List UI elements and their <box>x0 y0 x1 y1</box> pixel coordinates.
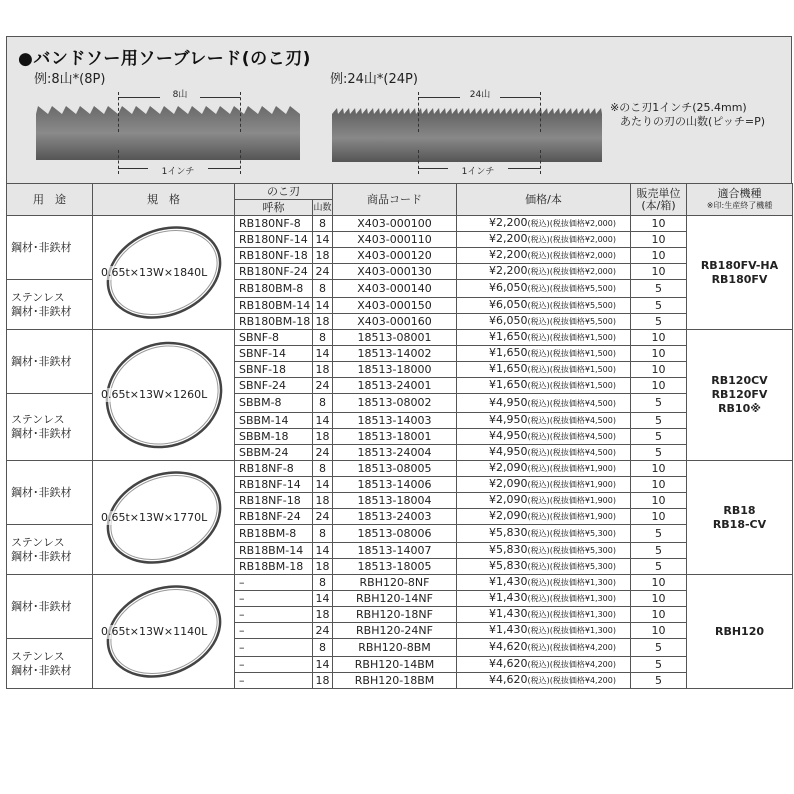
table-row <box>7 330 793 346</box>
product-code-cell: 18513-24001 <box>333 378 457 394</box>
price-tax-note: (税込)(税抜価格¥4,500) <box>527 432 616 441</box>
blade-name-cell: RB18NF-14 <box>235 477 313 493</box>
model-line1: RB180FV-HA <box>700 258 779 272</box>
blade-name-cell: SBBM-18 <box>235 429 313 445</box>
compatible-model-cell <box>687 330 793 461</box>
price-value: ¥2,200 <box>489 248 528 261</box>
blade-name-cell: RB18BM-14 <box>235 543 313 559</box>
product-code-cell: 18513-08005 <box>333 461 457 477</box>
product-code-cell: X403-000130 <box>333 264 457 280</box>
blade-name-cell: – <box>235 623 313 639</box>
price-value: ¥4,950 <box>489 429 528 442</box>
blade-teeth-cell: 8 <box>313 280 333 298</box>
dim-8p-tick-br <box>240 150 241 174</box>
col-model-note: ※印:生産終了機種 <box>706 200 773 210</box>
blade-name-cell: – <box>235 639 313 657</box>
blade-teeth-cell: 14 <box>313 591 333 607</box>
product-code-cell: 18513-08002 <box>333 394 457 413</box>
use-line1: 鋼材･非鉄材 <box>11 599 72 613</box>
compatible-model-cell <box>687 575 793 689</box>
price-value: ¥1,430 <box>489 623 528 636</box>
price-value: ¥2,200 <box>489 216 528 229</box>
price-value: ¥5,830 <box>489 526 528 539</box>
blade-teeth-cell: 8 <box>313 394 333 413</box>
spec-cell <box>93 216 235 330</box>
sales-unit-cell: 10 <box>631 248 687 264</box>
price-tax-note: (税込)(税抜価格¥2,000) <box>527 251 616 260</box>
spec-label: 0.65t×13W×1840L <box>101 265 208 279</box>
blade-teeth-cell: 14 <box>313 232 333 248</box>
price-tax-note: (税込)(税抜価格¥1,900) <box>527 496 616 505</box>
price-tax-note: (税込)(税抜価格¥2,000) <box>527 219 616 228</box>
blade-name-cell: RB18BM-8 <box>235 525 313 543</box>
price-cell <box>457 264 631 280</box>
sales-unit-cell: 10 <box>631 575 687 591</box>
price-cell <box>457 623 631 639</box>
blade-name-cell: – <box>235 607 313 623</box>
price-tax-note: (税込)(税抜価格¥5,500) <box>527 284 616 293</box>
blade-name-cell: SBNF-14 <box>235 346 313 362</box>
blade-name-cell: RB18NF-8 <box>235 461 313 477</box>
dim-24p-tick-right <box>540 92 541 132</box>
dim-24p-tick-br <box>540 150 541 174</box>
spec-cell <box>93 330 235 461</box>
sales-unit-cell: 10 <box>631 346 687 362</box>
blade-teeth-cell: 18 <box>313 673 333 689</box>
blade-name-cell: RB180BM-14 <box>235 298 313 314</box>
product-code-cell: 18513-14002 <box>333 346 457 362</box>
price-value: ¥1,430 <box>489 575 528 588</box>
blade-name-cell: RB180NF-24 <box>235 264 313 280</box>
use-cell <box>7 394 93 461</box>
use-cell <box>7 461 93 525</box>
price-value: ¥2,090 <box>489 493 528 506</box>
price-value: ¥4,620 <box>489 640 528 653</box>
example-8p-label: 例:8山*(8P) <box>34 72 106 87</box>
product-code-cell: X403-000140 <box>333 280 457 298</box>
example-24p-label: 例:24山*(24P) <box>330 72 418 87</box>
price-cell <box>457 378 631 394</box>
product-code-cell: 18513-18001 <box>333 429 457 445</box>
product-code-cell: RBH120-18NF <box>333 607 457 623</box>
price-cell <box>457 445 631 461</box>
use-line1: ステンレス <box>11 535 65 549</box>
model-line2: RB180FV <box>711 272 768 286</box>
blade-teeth-cell: 18 <box>313 607 333 623</box>
use-cell <box>7 330 93 394</box>
price-cell <box>457 607 631 623</box>
price-value: ¥4,950 <box>489 445 528 458</box>
use-line2: 鋼材･非鉄材 <box>11 549 72 563</box>
price-value: ¥4,620 <box>489 673 528 686</box>
price-tax-note: (税込)(税抜価格¥1,300) <box>527 594 616 603</box>
price-value: ¥5,830 <box>489 559 528 572</box>
product-code-cell: 18513-18004 <box>333 493 457 509</box>
price-tax-note: (税込)(税抜価格¥4,200) <box>527 643 616 652</box>
blade-name-cell: SBNF-8 <box>235 330 313 346</box>
price-tax-note: (税込)(税抜価格¥1,300) <box>527 578 616 587</box>
price-cell <box>457 429 631 445</box>
price-value: ¥6,050 <box>489 314 528 327</box>
price-tax-note: (税込)(税抜価格¥4,500) <box>527 448 616 457</box>
blade-teeth-cell: 8 <box>313 575 333 591</box>
product-code-cell: RBH120-8BM <box>333 639 457 657</box>
col-blade-name: 呼称 <box>235 200 313 216</box>
blade-8p-image <box>36 94 300 162</box>
product-code-cell: X403-000100 <box>333 216 457 232</box>
use-line1: ステンレス <box>11 290 65 304</box>
model-line2: RB18-CV <box>712 517 767 531</box>
spec-cell <box>93 575 235 689</box>
col-price: 価格/本 <box>457 184 631 216</box>
sales-unit-cell: 10 <box>631 216 687 232</box>
dim-24p-tick-bl <box>418 150 419 174</box>
sales-unit-cell: 5 <box>631 559 687 575</box>
blade-teeth-cell: 14 <box>313 298 333 314</box>
page-title: ●バンドソー用ソーブレード(のこ刃) <box>18 49 311 69</box>
model-line1: RB120CV <box>711 374 768 387</box>
use-line1: ステンレス <box>11 649 65 663</box>
price-value: ¥2,090 <box>489 509 528 522</box>
price-cell <box>457 216 631 232</box>
price-cell <box>457 493 631 509</box>
blade-24p-image <box>332 96 602 162</box>
blade-teeth-cell: 18 <box>313 362 333 378</box>
product-code-cell: RBH120-18BM <box>333 673 457 689</box>
price-cell <box>457 346 631 362</box>
blade-name-cell: RB180BM-8 <box>235 280 313 298</box>
price-tax-note: (税込)(税抜価格¥1,900) <box>527 512 616 521</box>
price-tax-note: (税込)(税抜価格¥1,300) <box>527 610 616 619</box>
blade-teeth-cell: 24 <box>313 264 333 280</box>
price-tax-note: (税込)(税抜価格¥5,500) <box>527 301 616 310</box>
product-code-cell: 18513-14006 <box>333 477 457 493</box>
sales-unit-cell: 5 <box>631 314 687 330</box>
model-line1: RB18 <box>723 503 756 517</box>
blade-teeth-cell: 14 <box>313 657 333 673</box>
price-tax-note: (税込)(税抜価格¥4,500) <box>527 416 616 425</box>
blade-teeth-cell: 14 <box>313 413 333 429</box>
table-row <box>7 461 793 477</box>
blade-teeth-cell: 24 <box>313 445 333 461</box>
blade-name-cell: – <box>235 673 313 689</box>
blade-name-cell: – <box>235 657 313 673</box>
use-line1: 鋼材･非鉄材 <box>11 485 72 499</box>
product-code-cell: X403-000150 <box>333 298 457 314</box>
price-tax-note: (税込)(税抜価格¥1,500) <box>527 381 616 390</box>
col-blade: のこ刃 <box>235 184 333 200</box>
use-cell <box>7 280 93 330</box>
price-tax-note: (税込)(税抜価格¥1,900) <box>527 480 616 489</box>
price-cell <box>457 330 631 346</box>
spec-label: 0.65t×13W×1140L <box>101 624 208 638</box>
blade-name-cell: RB180NF-14 <box>235 232 313 248</box>
price-value: ¥2,200 <box>489 264 528 277</box>
price-value: ¥2,090 <box>489 477 528 490</box>
price-cell <box>457 591 631 607</box>
sales-unit-cell: 10 <box>631 362 687 378</box>
blade-name-cell: RB18BM-18 <box>235 559 313 575</box>
price-value: ¥2,090 <box>489 461 528 474</box>
spec-label: 0.65t×13W×1770L <box>101 510 208 524</box>
price-value: ¥5,830 <box>489 543 528 556</box>
product-code-cell: X403-000110 <box>333 232 457 248</box>
dim-8p-top-label: 8山 <box>160 87 200 100</box>
blade-name-cell: SBBM-14 <box>235 413 313 429</box>
product-code-cell: 18513-14007 <box>333 543 457 559</box>
product-code-cell: 18513-18005 <box>333 559 457 575</box>
price-cell <box>457 559 631 575</box>
product-code-cell: 18513-14003 <box>333 413 457 429</box>
price-cell <box>457 461 631 477</box>
price-value: ¥1,650 <box>489 362 528 375</box>
product-code-cell: X403-000160 <box>333 314 457 330</box>
blade-name-cell: – <box>235 575 313 591</box>
price-cell <box>457 575 631 591</box>
product-code-cell: X403-000120 <box>333 248 457 264</box>
price-value: ¥1,650 <box>489 378 528 391</box>
col-unit: 販売単位(本/箱) <box>631 184 687 216</box>
sales-unit-cell: 5 <box>631 280 687 298</box>
blade-teeth-cell: 24 <box>313 378 333 394</box>
price-tax-note: (税込)(税抜価格¥1,500) <box>527 365 616 374</box>
spec-cell <box>93 461 235 575</box>
price-cell <box>457 280 631 298</box>
sales-unit-cell: 10 <box>631 591 687 607</box>
sales-unit-cell: 5 <box>631 394 687 413</box>
blade-teeth-cell: 18 <box>313 493 333 509</box>
col-model-label: 適合機種 <box>717 186 762 200</box>
blade-teeth-cell: 18 <box>313 559 333 575</box>
price-cell <box>457 298 631 314</box>
price-cell <box>457 477 631 493</box>
sales-unit-cell: 10 <box>631 232 687 248</box>
price-value: ¥4,950 <box>489 395 528 409</box>
blade-name-cell: SBBM-24 <box>235 445 313 461</box>
col-code: 商品コード <box>333 184 457 216</box>
price-tax-note: (税込)(税抜価格¥2,000) <box>527 267 616 276</box>
col-model <box>687 184 793 216</box>
price-cell <box>457 394 631 413</box>
model-line1: RBH120 <box>714 624 765 638</box>
price-value: ¥1,430 <box>489 591 528 604</box>
sales-unit-cell: 10 <box>631 330 687 346</box>
blade-teeth-cell: 18 <box>313 248 333 264</box>
product-code-cell: 18513-08001 <box>333 330 457 346</box>
dim-24p-top-label: 24山 <box>460 87 500 100</box>
table-row <box>7 216 793 232</box>
sales-unit-cell: 5 <box>631 639 687 657</box>
table-row <box>7 575 793 591</box>
price-tax-note: (税込)(税抜価格¥4,200) <box>527 676 616 685</box>
price-cell <box>457 525 631 543</box>
price-tax-note: (税込)(税抜価格¥2,000) <box>527 235 616 244</box>
product-code-cell: 18513-24003 <box>333 509 457 525</box>
product-code-cell: RBH120-8NF <box>333 575 457 591</box>
price-cell <box>457 509 631 525</box>
price-tax-note: (税込)(税抜価格¥5,300) <box>527 529 616 538</box>
blade-teeth-cell: 14 <box>313 477 333 493</box>
col-use: 用 途 <box>7 184 93 216</box>
use-line1: 鋼材･非鉄材 <box>11 240 72 254</box>
blade-name-cell: SBBM-8 <box>235 394 313 413</box>
use-cell <box>7 525 93 575</box>
product-code-cell: 18513-08006 <box>333 525 457 543</box>
price-value: ¥6,050 <box>489 298 528 311</box>
blade-teeth-cell: 14 <box>313 346 333 362</box>
dim-24p-bottom-label: 1インチ <box>448 164 508 177</box>
use-line2: 鋼材･非鉄材 <box>11 304 72 318</box>
blade-name-cell: RB18NF-18 <box>235 493 313 509</box>
price-value: ¥4,950 <box>489 413 528 426</box>
product-code-cell: 18513-24004 <box>333 445 457 461</box>
sales-unit-cell: 5 <box>631 445 687 461</box>
blade-teeth-cell: 8 <box>313 461 333 477</box>
col-spec: 規 格 <box>93 184 235 216</box>
price-value: ¥1,650 <box>489 346 528 359</box>
spec-label: 0.65t×13W×1260L <box>101 388 208 401</box>
sales-unit-cell: 10 <box>631 461 687 477</box>
sales-unit-cell: 5 <box>631 543 687 559</box>
sales-unit-cell: 10 <box>631 623 687 639</box>
blade-teeth-cell: 14 <box>313 543 333 559</box>
product-code-cell: RBH120-14BM <box>333 657 457 673</box>
price-value: ¥2,200 <box>489 232 528 245</box>
blade-name-cell: – <box>235 591 313 607</box>
price-tax-note: (税込)(税抜価格¥4,500) <box>527 398 616 408</box>
price-tax-note: (税込)(税抜価格¥5,300) <box>527 562 616 571</box>
blade-name-cell: RB180NF-18 <box>235 248 313 264</box>
price-value: ¥1,430 <box>489 607 528 620</box>
product-code-cell: 18513-18000 <box>333 362 457 378</box>
use-line1: 鋼材･非鉄材 <box>11 354 72 368</box>
sales-unit-cell: 10 <box>631 264 687 280</box>
compatible-model-cell <box>687 216 793 330</box>
blade-name-cell: RB180BM-18 <box>235 314 313 330</box>
price-cell <box>457 248 631 264</box>
blade-teeth-cell: 18 <box>313 314 333 330</box>
pitch-note-line1: ※のこ刃1インチ(25.4mm) <box>610 101 747 114</box>
compatible-model-cell <box>687 461 793 575</box>
sales-unit-cell: 5 <box>631 657 687 673</box>
dim-24p-tick-left <box>418 92 419 132</box>
price-tax-note: (税込)(税抜価格¥5,300) <box>527 546 616 555</box>
sales-unit-cell: 10 <box>631 509 687 525</box>
blade-teeth-cell: 8 <box>313 330 333 346</box>
price-cell <box>457 543 631 559</box>
model-line2: RB120FV <box>711 388 768 401</box>
use-cell <box>7 575 93 639</box>
spec-table <box>6 183 793 689</box>
pitch-note <box>610 101 765 129</box>
price-cell <box>457 232 631 248</box>
pitch-note-line2: あたりの刃の山数(ピッチ=P) <box>620 115 765 128</box>
use-line2: 鋼材･非鉄材 <box>11 427 72 440</box>
price-tax-note: (税込)(税抜価格¥1,900) <box>527 464 616 473</box>
use-line2: 鋼材･非鉄材 <box>11 663 72 677</box>
blade-name-cell: RB18NF-24 <box>235 509 313 525</box>
blade-teeth-cell: 8 <box>313 525 333 543</box>
blade-teeth-cell: 8 <box>313 639 333 657</box>
blade-teeth-cell: 24 <box>313 509 333 525</box>
price-tax-note: (税込)(税抜価格¥4,200) <box>527 660 616 669</box>
price-value: ¥4,620 <box>489 657 528 670</box>
blade-teeth-cell: 18 <box>313 429 333 445</box>
product-code-cell: RBH120-14NF <box>333 591 457 607</box>
sales-unit-cell: 10 <box>631 378 687 394</box>
col-blade-teeth: 山数 <box>313 200 333 216</box>
blade-name-cell: SBNF-18 <box>235 362 313 378</box>
price-cell <box>457 673 631 689</box>
price-cell <box>457 657 631 673</box>
model-line3: RB10※ <box>718 402 761 415</box>
sales-unit-cell: 10 <box>631 607 687 623</box>
price-cell <box>457 314 631 330</box>
blade-name-cell: RB180NF-8 <box>235 216 313 232</box>
dim-8p-tick-right <box>240 92 241 132</box>
blade-name-cell: SBNF-24 <box>235 378 313 394</box>
sales-unit-cell: 5 <box>631 413 687 429</box>
dim-8p-tick-bl <box>118 150 119 174</box>
price-cell <box>457 362 631 378</box>
price-value: ¥1,650 <box>489 330 528 343</box>
price-cell <box>457 639 631 657</box>
sales-unit-cell: 10 <box>631 477 687 493</box>
price-tax-note: (税込)(税抜価格¥5,500) <box>527 317 616 326</box>
use-cell <box>7 639 93 689</box>
price-tax-note: (税込)(税抜価格¥1,500) <box>527 349 616 358</box>
blade-teeth-cell: 24 <box>313 623 333 639</box>
dim-8p-tick-left <box>118 92 119 132</box>
product-code-cell: RBH120-24NF <box>333 623 457 639</box>
price-value: ¥6,050 <box>489 281 528 294</box>
price-tax-note: (税込)(税抜価格¥1,500) <box>527 333 616 342</box>
use-cell <box>7 216 93 280</box>
price-tax-note: (税込)(税抜価格¥1,300) <box>527 626 616 635</box>
sales-unit-cell: 5 <box>631 525 687 543</box>
use-line1: ステンレス <box>11 413 65 426</box>
sales-unit-cell: 5 <box>631 673 687 689</box>
price-cell <box>457 413 631 429</box>
dim-8p-bottom-label: 1インチ <box>148 164 208 177</box>
sales-unit-cell: 5 <box>631 298 687 314</box>
sales-unit-cell: 5 <box>631 429 687 445</box>
blade-teeth-cell: 8 <box>313 216 333 232</box>
sales-unit-cell: 10 <box>631 493 687 509</box>
